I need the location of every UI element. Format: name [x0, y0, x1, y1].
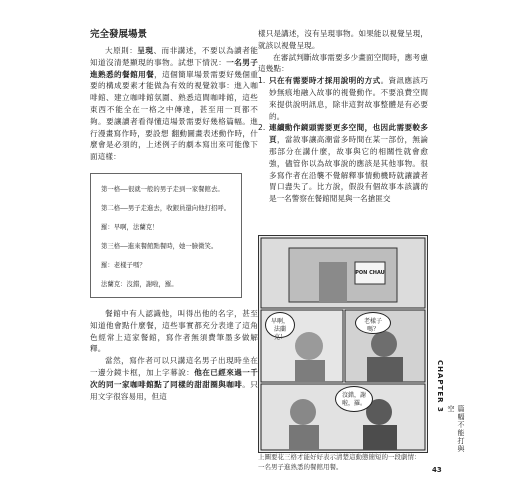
speech-bubble: 老樣子嗎？ [355, 312, 391, 334]
right-column [258, 28, 428, 205]
chapter-title: 篇幅不能打與空 [447, 405, 465, 453]
section-heading: 完全發展場景 [90, 29, 148, 40]
paragraph-5: 在審試判斷故事需要多少畫面空間時，應考慮這幾點： [258, 52, 428, 74]
chapter-side-tab [436, 360, 465, 460]
paragraph-3: 當然，寫作者可以只講這名男子出現時坐在一邊分鏡卡框，加上字幕說：他在已經來過一千次的同一家咖啡館點了同樣的甜甜圈與咖啡。只用文字很容易用，但這 [90, 356, 258, 401]
script-line: 第二格——男子走進去，收銀員還向他打招呼。 [101, 203, 231, 212]
speech-bubble: 早啊，法蘭克！ [265, 312, 295, 338]
script-line: 羅：早啊，法蘭克！ [101, 222, 159, 231]
script-line: 第一格——很就一般的男子走到一家餐館去。 [101, 184, 224, 193]
page-number: 43 [432, 466, 442, 474]
chapter-label: CHAPTER 3 [436, 360, 444, 413]
comic-panels-art [259, 236, 427, 452]
script-line: 第三格——進來餐館點餐時，她一臉微笑。 [101, 241, 218, 250]
speech-bubble: 沒錯，謝啦，羅。 [335, 386, 373, 412]
script-line: 法蘭克：沒錯，謝啦，羅。 [101, 279, 178, 288]
figure-caption: 上圖要花三格才能好好表示清楚這動態簡短的一段劇情：一名男子進熟悉的餐館用餐。 [258, 453, 421, 471]
paragraph-4: 樣只是講述，沒有呈現事物。如果能以視覺呈現，就該以視覺呈現。 [258, 29, 428, 50]
script-example-box [90, 173, 242, 298]
list-item: 2. 連續動作鏡頭需要更多空間，也因此需要較多頁，當敘事讓高潮當多時間在某一部份，無論那部分在講什麼，故事與它的相關性就會愈強，儘管你以為故事說的應該是其他事物。很多寫作者在沿襲不覺解釋事情動機時就讓讀者胃口盡失了。比方說，假設有個故事本該講的是一名警察在餐館閒晃與一名搶匪交 [258, 123, 428, 204]
script-line: 羅：老樣子嗎？ [101, 260, 146, 269]
considerations-list [258, 75, 428, 205]
list-item: 1. 只在有需要時才採用說明的方式。資訊應該巧妙無痕地融入故事的視覺動作。不要浪費空間來提供說明訊息，除非這對故事整體是有必要的。 [258, 76, 428, 121]
paragraph-1: 大原則：呈現、而非講述，不要以為讀者能知道沒清楚顯現的事物。試想下情況：一名男子進熟悉的餐館用餐，這個簡單場景需要好幾個重要的構成要素才能做為有效的視覺敘事：進入咖啡館、建立咖啡館氛圍、熟悉這間咖啡館，這些東西不能全在一格之中傳達，甚至用一頁都不夠。要讓讀者看得懂這場景需要好幾格篇幅。進行漫畫寫作時，要設想 翻動圖畫表述動作時，什麼會是必須的，上述例子的劇本寫出來可能像下面這樣： [90, 46, 259, 162]
comic-illustration [258, 235, 428, 453]
shop-sign: PON CHAU [355, 270, 385, 276]
left-column [90, 28, 258, 402]
paragraph-2: 餐館中有人認識他，叫得出他的名字，甚至知道他會點什麼餐，這些事實都充分表達了這角色經常上這家餐館，寫作者無須費筆墨多做解釋。 [90, 308, 258, 354]
